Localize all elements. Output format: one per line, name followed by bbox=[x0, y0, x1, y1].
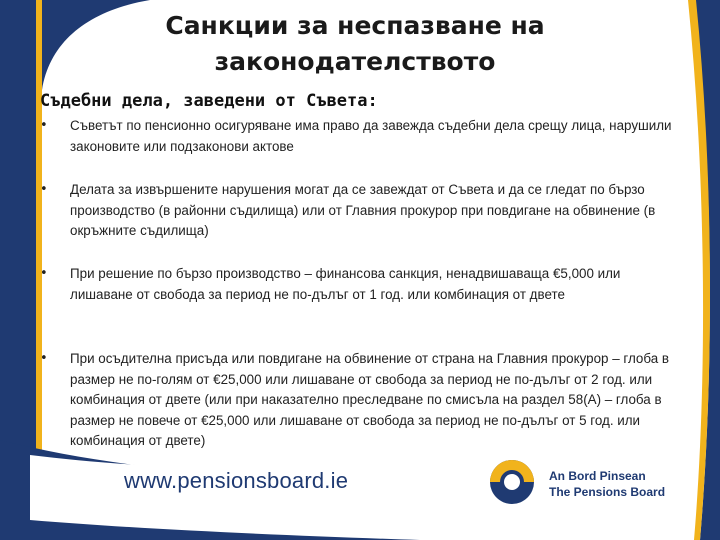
bullet-marker: • bbox=[40, 118, 48, 133]
slide-title: Санкции за неспазване на законодателството bbox=[165, 11, 545, 76]
bullet-marker: • bbox=[40, 182, 48, 197]
pensions-board-logo-icon bbox=[490, 460, 534, 504]
bullet-marker: • bbox=[40, 351, 48, 366]
logo-line-2: The Pensions Board bbox=[549, 485, 666, 499]
bullet-item-4: При осъдителна присъда или повдигане на обвинение от страна на Главния прокурор – глоба в размер не по-голям от €25,000 или лишаване от свобода за период не по-дълъг от 2 год. или комбинация от двете (или при наказателно преследване по смисъла на раздел 58(А) – глоба в размер не повече от €25,000 или лишаване от свобода за период не по-дълъг от 5 год. или комбинация от двете) bbox=[70, 351, 670, 448]
footer-website-link[interactable]: www.pensionsboard.ie bbox=[124, 468, 349, 493]
footer-logo-text bbox=[549, 468, 665, 500]
section-subtitle: Съдебни дела, заведени от Съвета: bbox=[40, 91, 378, 111]
bullet-marker: • bbox=[40, 266, 48, 281]
bullet-item-2: Делата за извършените нарушения могат да се завеждат от Съвета и да се гледат по бързо производство (в районни съдилища) или от Главния прокурор при повдигане на обвинение (в окръжните съдилища) bbox=[70, 182, 656, 238]
logo-line-1: An Bord Pinsean bbox=[549, 469, 646, 483]
bullet-item-3: При решение по бързо производство – финансова санкция, ненадвишаваща €5,000 или лишаване от свобода за период не по-дълъг от 1 год. или комбинация от двете bbox=[70, 266, 621, 302]
bullet-item-1: Съветът по пенсионно осигуряване има право да завежда съдебни дела срещу лица, нарушили законовите или подзаконови актове bbox=[70, 118, 672, 154]
